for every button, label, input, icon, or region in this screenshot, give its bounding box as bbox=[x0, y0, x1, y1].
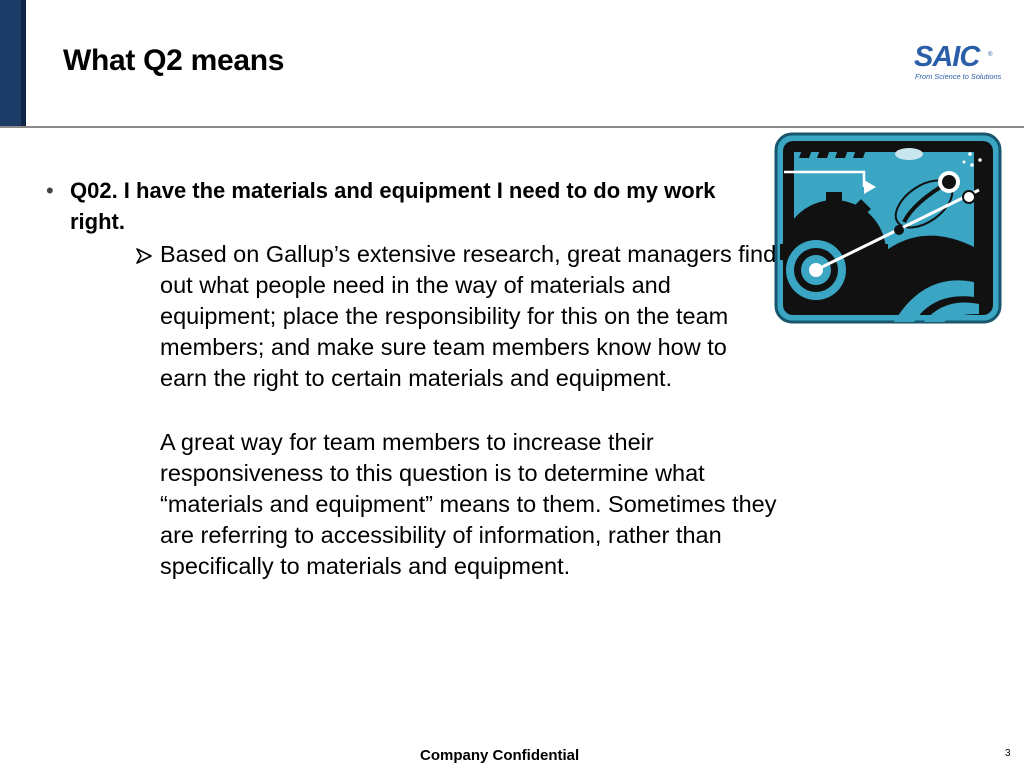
bullet-marker: • bbox=[46, 178, 54, 203]
sub-bullet-paragraph: Based on Gallup’s extensive research, great managers find out what people need in the way of materials and equipment; place the responsibility for this on the team members; and make sure team members know how to earn the right to certain materials and equipment. bbox=[160, 241, 777, 391]
paragraph: A great way for team members to increase their responsiveness to this question is to determine what “materials and equipment” means to them. Sometimes they are referring to accessibility of information, rather than specifically to materials and equipment. bbox=[160, 429, 777, 579]
slide-title: What Q2 means bbox=[63, 44, 285, 77]
logo-tagline: From Science to Solutions bbox=[915, 72, 1002, 81]
logo-registered-mark: ® bbox=[988, 52, 993, 58]
gears-science-illustration-icon bbox=[774, 132, 1002, 324]
arrow-bullet-icon bbox=[135, 247, 153, 265]
page-number: 3 bbox=[1005, 748, 1011, 759]
saic-logo bbox=[912, 41, 1002, 83]
header-side-bar bbox=[0, 0, 26, 127]
header-divider bbox=[0, 126, 1024, 128]
question-text: Q02. I have the materials and equipment I need to do my work right. bbox=[70, 178, 716, 234]
logo-wordmark: SAIC bbox=[914, 41, 980, 73]
footer-confidential: Company Confidential bbox=[420, 747, 580, 764]
